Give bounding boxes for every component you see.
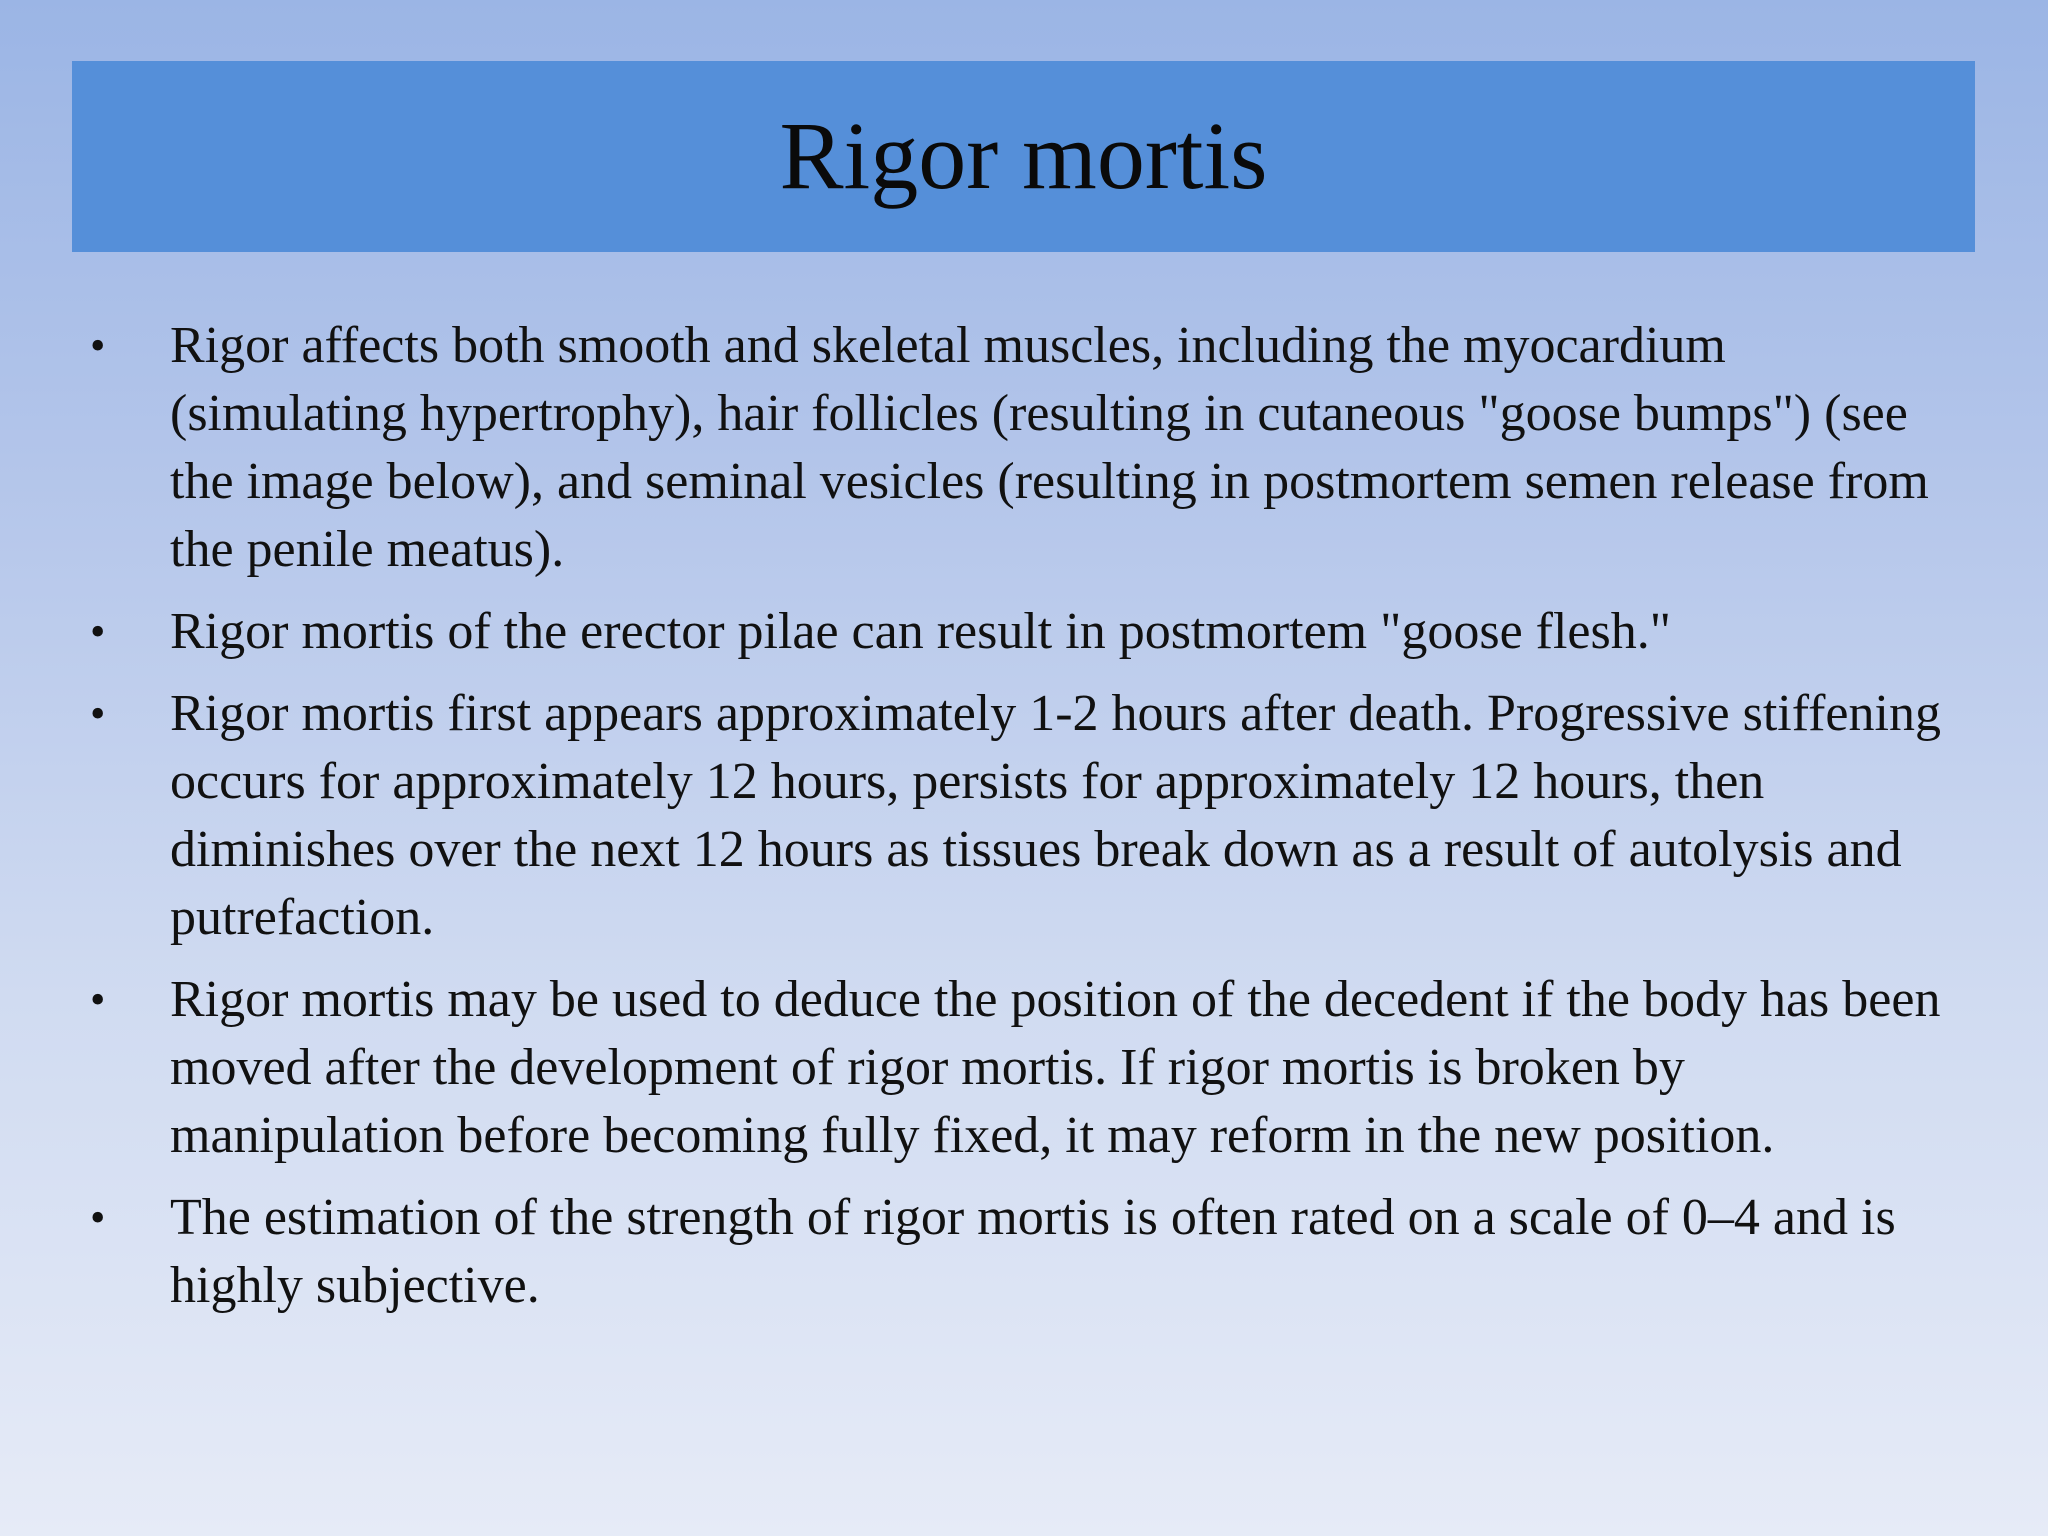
bullet-item	[90, 680, 1990, 952]
bullet-dot-icon: •	[90, 1193, 106, 1242]
bullet-text: Rigor mortis may be used to deduce the position of the decedent if the body has been moved after the development of rigor mortis. If rigor mortis is broken by manipulation before becoming fully fixed, it may reform in the new position.	[170, 971, 1941, 1164]
bullet-item	[90, 1184, 1990, 1320]
bullet-text: Rigor mortis first appears approximately 1-2 hours after death. Progressive stiffening occurs for approximately 12 hours, persists for approximately 12 hours, then diminishes over the next 12 hours as tissues break down as a result of autolysis and putrefaction.	[170, 685, 1941, 946]
bullet-dot-icon: •	[90, 689, 106, 738]
bullet-list	[90, 312, 1990, 1334]
bullet-text: The estimation of the strength of rigor mortis is often rated on a scale of 0–4 and is highly subjective.	[170, 1189, 1896, 1314]
bullet-item	[90, 966, 1990, 1170]
bullet-dot-icon: •	[90, 607, 106, 656]
slide-title: Rigor mortis	[779, 101, 1268, 209]
bullet-text: Rigor mortis of the erector pilae can result in postmortem "goose flesh."	[170, 603, 1671, 660]
bullet-dot-icon: •	[90, 975, 106, 1024]
bullet-item	[90, 598, 1990, 666]
bullet-text: Rigor affects both smooth and skeletal muscles, including the myocardium (simulating hypertrophy), hair follicles (resulting in cutaneous "goose bumps") (see the image below), and seminal vesicles (resulting in postmortem semen release from the penile meatus).	[170, 317, 1929, 578]
bullet-dot-icon: •	[90, 321, 106, 370]
bullet-item	[90, 312, 1990, 584]
title-bar	[72, 61, 1975, 252]
